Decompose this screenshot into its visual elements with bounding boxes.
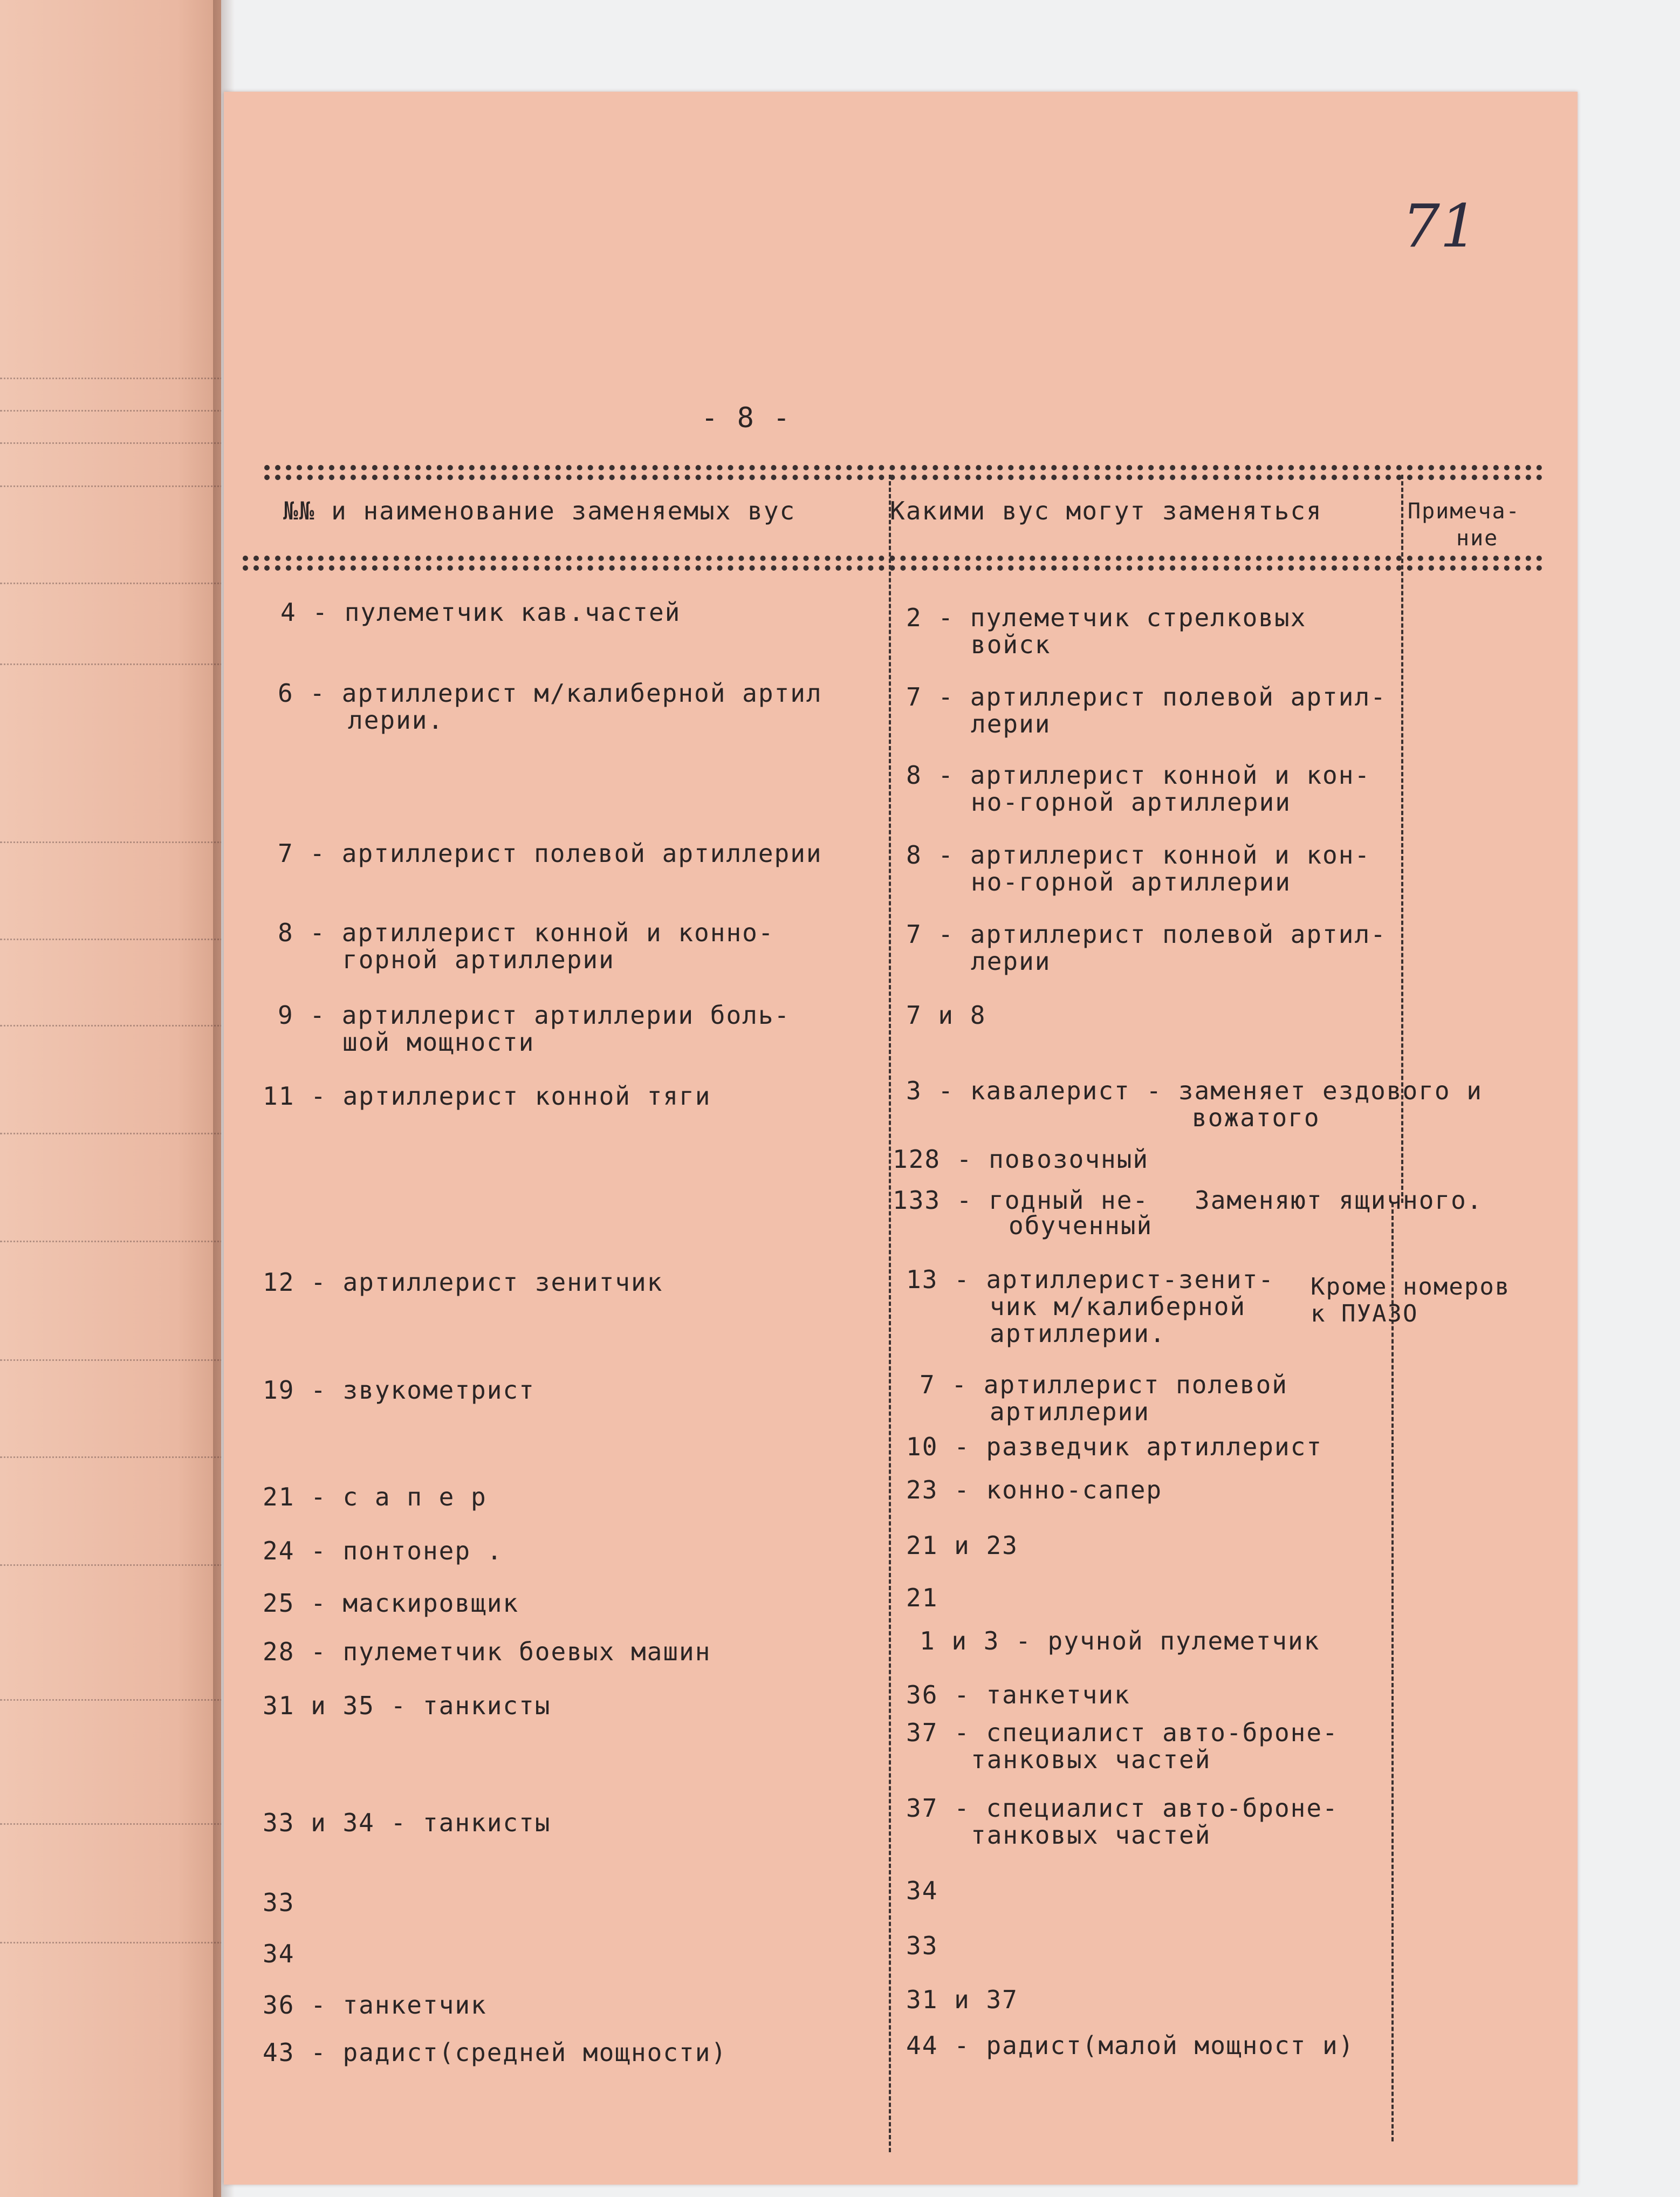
replaced-specialty: 36 - танкетчик: [263, 1990, 487, 2020]
replacing-specialty: 13 - артиллерист-зенит-: [906, 1265, 1274, 1294]
header-top-rule: [264, 465, 1542, 470]
replacing-specialty: но-горной артиллерии: [971, 788, 1291, 817]
replacing-specialty: вожатого: [1192, 1103, 1320, 1132]
bleed-through-line: [0, 1699, 221, 1710]
replacing-specialty: 36 - танкетчик: [906, 1680, 1130, 1709]
replacing-specialty: 37 - специалист авто-броне-: [906, 1718, 1339, 1747]
replaced-specialty: шой мощности: [342, 1028, 535, 1057]
replaced-specialty: 24 - понтонер .: [263, 1536, 503, 1565]
replaced-specialty: 31 и 35 - танкисты: [263, 1691, 551, 1720]
replaced-specialty: 7 - артиллерист полевой артиллерии: [278, 839, 822, 868]
sheet-number: - 8 -: [701, 402, 791, 434]
replacing-specialty: лерии: [971, 947, 1051, 976]
replacing-specialty: 128 - повозочный: [893, 1145, 1149, 1174]
replacing-specialty: 10 - разведчик артиллерист: [906, 1432, 1323, 1461]
replaced-specialty: 8 - артиллерист конной и конно-: [278, 918, 774, 947]
replaced-specialty: 43 - радист(средней мощности): [263, 2038, 728, 2067]
bleed-through-line: [0, 1241, 221, 1252]
replaced-specialty: горной артиллерии: [342, 945, 615, 974]
replaced-specialty: 25 - маскировщик: [263, 1589, 519, 1618]
replacing-specialty: 37 - специалист авто-броне-: [906, 1794, 1339, 1823]
replacing-specialty: 8 - артиллерист конной и кон-: [906, 840, 1371, 870]
bleed-through-line: [0, 1564, 221, 1576]
replacing-specialty: 7 - артиллерист полевой артил-: [906, 682, 1387, 711]
replacing-specialty: 2 - пулеметчик стрелковых: [906, 603, 1307, 632]
replaced-specialty: 6 - артиллерист м/калиберной артил: [278, 679, 822, 708]
header-bottom-rule: [243, 565, 1542, 571]
bleed-through-line: [0, 485, 221, 497]
header-top-rule: [264, 475, 1542, 480]
header-col-note: Примеча-: [1408, 499, 1520, 524]
archive-page-number: 71: [1402, 191, 1478, 261]
replacing-note: к ПУАЗО: [1311, 1300, 1418, 1327]
bleed-through-line: [0, 939, 221, 950]
replacing-specialty: 1 и 3 - ручной пулеметчик: [920, 1626, 1320, 1655]
replacing-specialty: артиллерии.: [990, 1319, 1166, 1348]
replaced-specialty: 19 - звукометрист: [263, 1375, 535, 1405]
replaced-specialty: 33 и 34 - танкисты: [263, 1808, 551, 1837]
replaced-specialty: 33: [263, 1888, 295, 1917]
replaced-specialty: 21 - с а п е р: [263, 1482, 487, 1511]
column-divider: [889, 475, 891, 2152]
replaced-specialty: 28 - пулеметчик боевых машин: [263, 1637, 711, 1666]
replacing-specialty: 23 - конно-сапер: [906, 1475, 1163, 1504]
replacing-specialty: 7 и 8: [906, 1001, 986, 1030]
replacing-specialty: 31 и 37: [906, 1985, 1018, 2014]
bleed-through-line: [0, 1456, 221, 1468]
replacing-specialty: но-горной артиллерии: [971, 867, 1291, 896]
bleed-through-line: [0, 663, 221, 675]
replacing-specialty: 33: [906, 1931, 938, 1960]
bleed-through-line: [0, 841, 221, 853]
document-page: [224, 92, 1578, 2185]
replacing-specialty: 21 и 23: [906, 1531, 1018, 1560]
replacing-specialty: лерии: [971, 709, 1051, 738]
bleed-through-line: [0, 583, 221, 594]
replacing-note: Заменяют ящичного.: [1195, 1186, 1483, 1215]
replaced-specialty: лерии.: [348, 706, 444, 735]
bleed-through-line: [0, 1025, 221, 1036]
bleed-through-line: [0, 378, 221, 389]
bleed-through-line: [0, 410, 221, 421]
replaced-specialty: 4 - пулеметчик кав.частей: [280, 598, 681, 627]
replacing-specialty: танковых частей: [971, 1820, 1211, 1850]
replacing-specialty: войск: [971, 630, 1051, 659]
bleed-through-line: [0, 442, 221, 454]
replaced-specialty: 12 - артиллерист зенитчик: [263, 1268, 663, 1297]
header-col-replacing: Какими вус могут заменяться: [890, 496, 1322, 525]
replacing-specialty: танковых частей: [971, 1745, 1211, 1774]
header-col-note: ние: [1456, 526, 1499, 551]
replacing-specialty: артиллерии: [990, 1397, 1150, 1426]
bleed-through-line: [0, 1133, 221, 1144]
replaced-specialty: 34: [263, 1939, 295, 1968]
replacing-specialty: 3 - кавалерист - заменяет ездового и: [906, 1076, 1483, 1105]
replacing-specialty: 7 - артиллерист полевой артил-: [906, 920, 1387, 949]
replacing-specialty: 8 - артиллерист конной и кон-: [906, 761, 1371, 790]
header-col-replaced: №№ и наименование заменяемых вус: [283, 496, 796, 525]
replacing-specialty: чик м/калиберной: [990, 1292, 1246, 1321]
bleed-through-line: [0, 1823, 221, 1835]
bleed-through-line: [0, 1359, 221, 1371]
bleed-through-line: [0, 1942, 221, 1953]
replacing-specialty: обученный: [1009, 1211, 1153, 1240]
header-bottom-rule: [243, 556, 1542, 561]
replaced-specialty: 11 - артиллерист конной тяги: [263, 1082, 711, 1111]
previous-page-edge: [0, 0, 221, 2197]
replacing-specialty: 44 - радист(малой мощност и): [906, 2031, 1355, 2060]
column-divider: [1391, 1203, 1394, 2141]
replaced-specialty: 9 - артиллерист артиллерии боль-: [278, 1001, 791, 1030]
replacing-specialty: 133 - годный не-: [893, 1186, 1149, 1215]
replacing-specialty: 21: [906, 1583, 938, 1612]
replacing-specialty: 34: [906, 1876, 938, 1905]
replacing-note: Кроме номеров: [1311, 1273, 1511, 1301]
replacing-specialty: 7 - артиллерист полевой: [920, 1370, 1288, 1399]
